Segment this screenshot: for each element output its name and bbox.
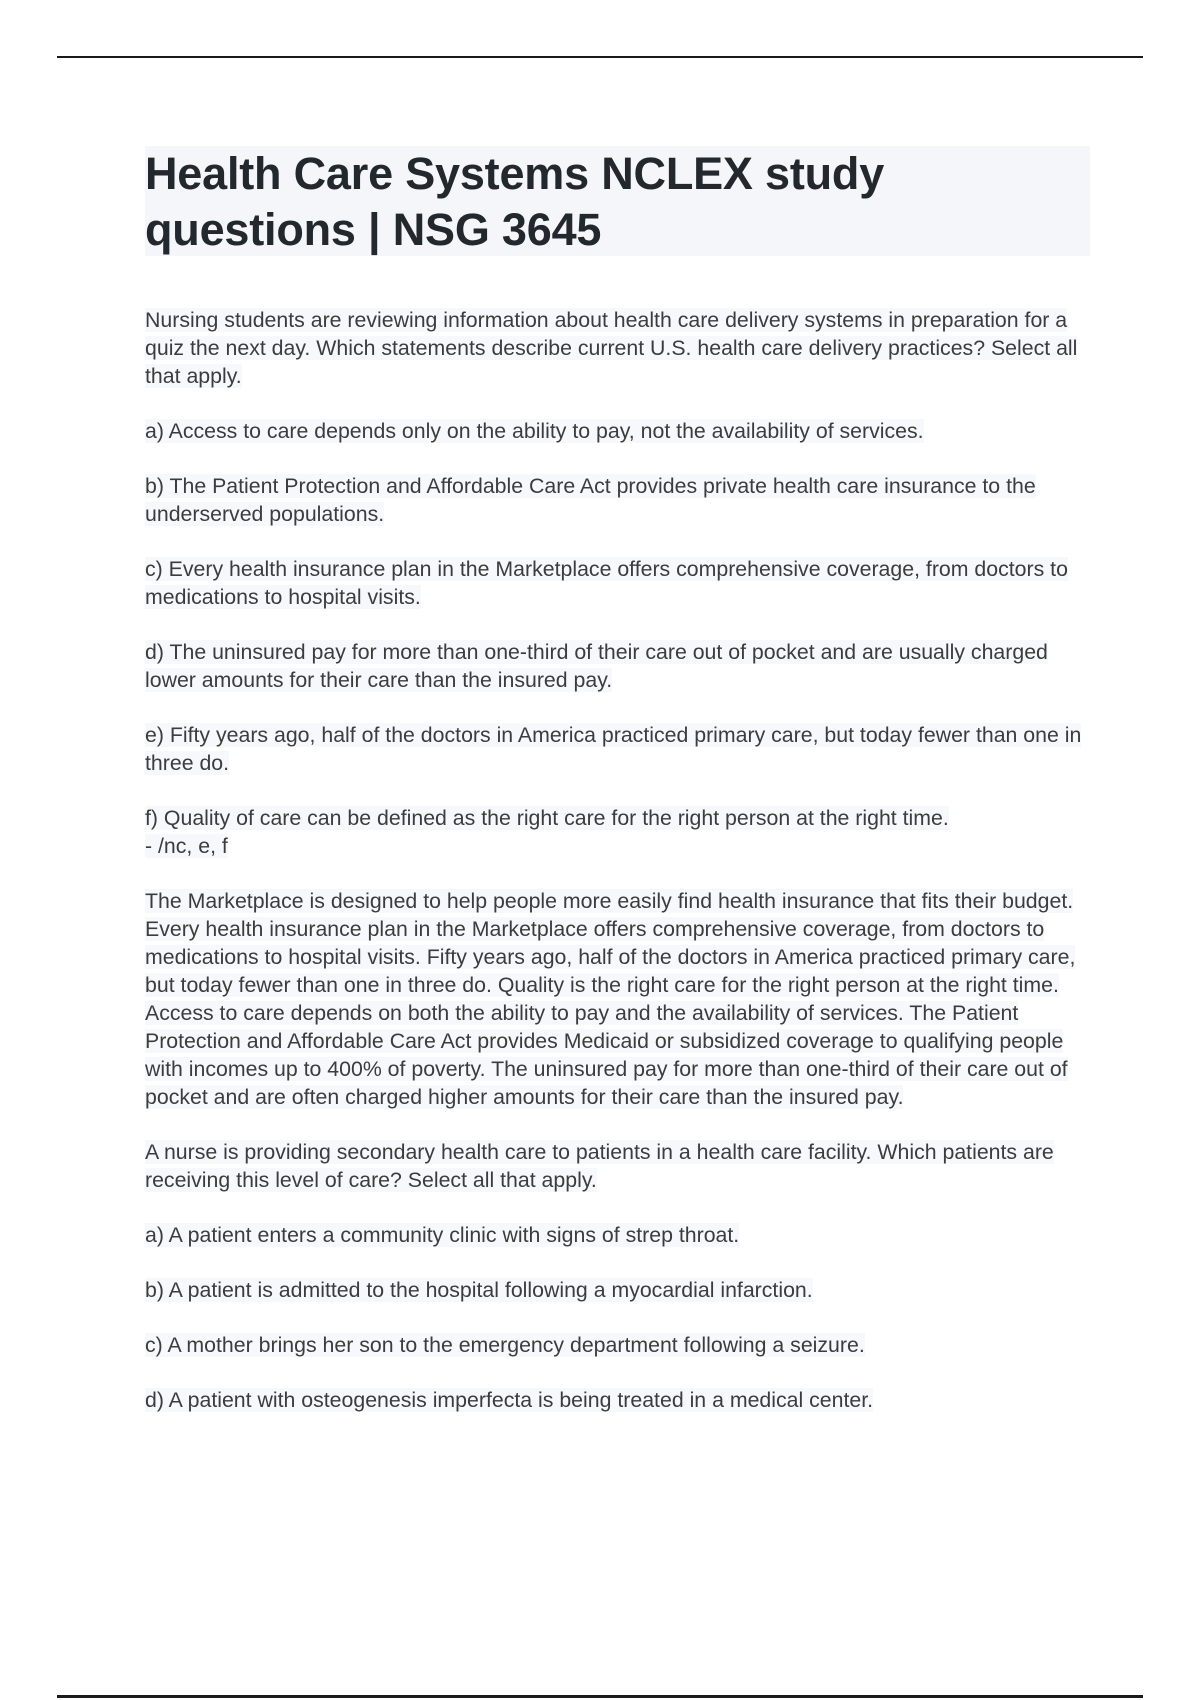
question-1-option-d: d) The uninsured pay for more than one-third of their care out of pocket and are usually charged lower amounts for their care than the insured pay.: [145, 640, 1048, 692]
question-2-option-c: c) A mother brings her son to the emergency department following a seizure.: [145, 1333, 865, 1357]
question-2-stem: A nurse is providing secondary health care to patients in a health care facility. Which patients are receiving this level of care? Select all that apply.: [145, 1140, 1054, 1192]
question-1-rationale: The Marketplace is designed to help people more easily find health insurance that fits their budget. Every health insurance plan in the Marketplace offers comprehensive coverage, from doctors to medications to hospital visits. Fifty years ago, half of the doctors in America practiced primary care, but today fewer than one in three do. Quality is the right care for the right person at the right time. Access to care depends on both the ability to pay and the availability of services. The Patient Protection and Affordable Care Act provides Medicaid or subsidized coverage to qualifying people with incomes up to 400% of poverty. The uninsured pay for more than one-third of their care out of pocket and are often charged higher amounts for their care than the insured pay.: [145, 889, 1076, 1109]
question-1-option-a: a) Access to care depends only on the ability to pay, not the availability of services.: [145, 419, 924, 443]
question-1-answer: - /nc, e, f: [145, 834, 228, 858]
document-title: Health Care Systems NCLEX study questions | NSG 3645: [145, 148, 885, 255]
question-2-option-d: d) A patient with osteogenesis imperfecta is being treated in a medical center.: [145, 1388, 874, 1412]
top-rule: [57, 56, 1143, 58]
question-1-option-f-with-answer: [145, 804, 1090, 860]
document-body: [145, 306, 1090, 1441]
question-1-option-b: b) The Patient Protection and Affordable Care Act provides private health care insurance to the underserved populations.: [145, 474, 1036, 526]
question-1-option-e: e) Fifty years ago, half of the doctors in America practiced primary care, but today fewer than one in three do.: [145, 723, 1082, 775]
question-2-option-b: b) A patient is admitted to the hospital following a myocardial infarction.: [145, 1278, 813, 1302]
title-block: [145, 146, 1090, 256]
bottom-rule: [57, 1695, 1143, 1698]
question-1-option-f: f) Quality of care can be defined as the right care for the right person at the right time.: [145, 806, 949, 830]
question-2-option-a: a) A patient enters a community clinic with signs of strep throat.: [145, 1223, 740, 1247]
question-1-stem: Nursing students are reviewing information about health care delivery systems in preparation for a quiz the next day. Which statements describe current U.S. health care delivery practices? Select all that apply.: [145, 308, 1078, 388]
question-1-option-c: c) Every health insurance plan in the Marketplace offers comprehensive coverage, from doctors to medications to hospital visits.: [145, 557, 1068, 609]
